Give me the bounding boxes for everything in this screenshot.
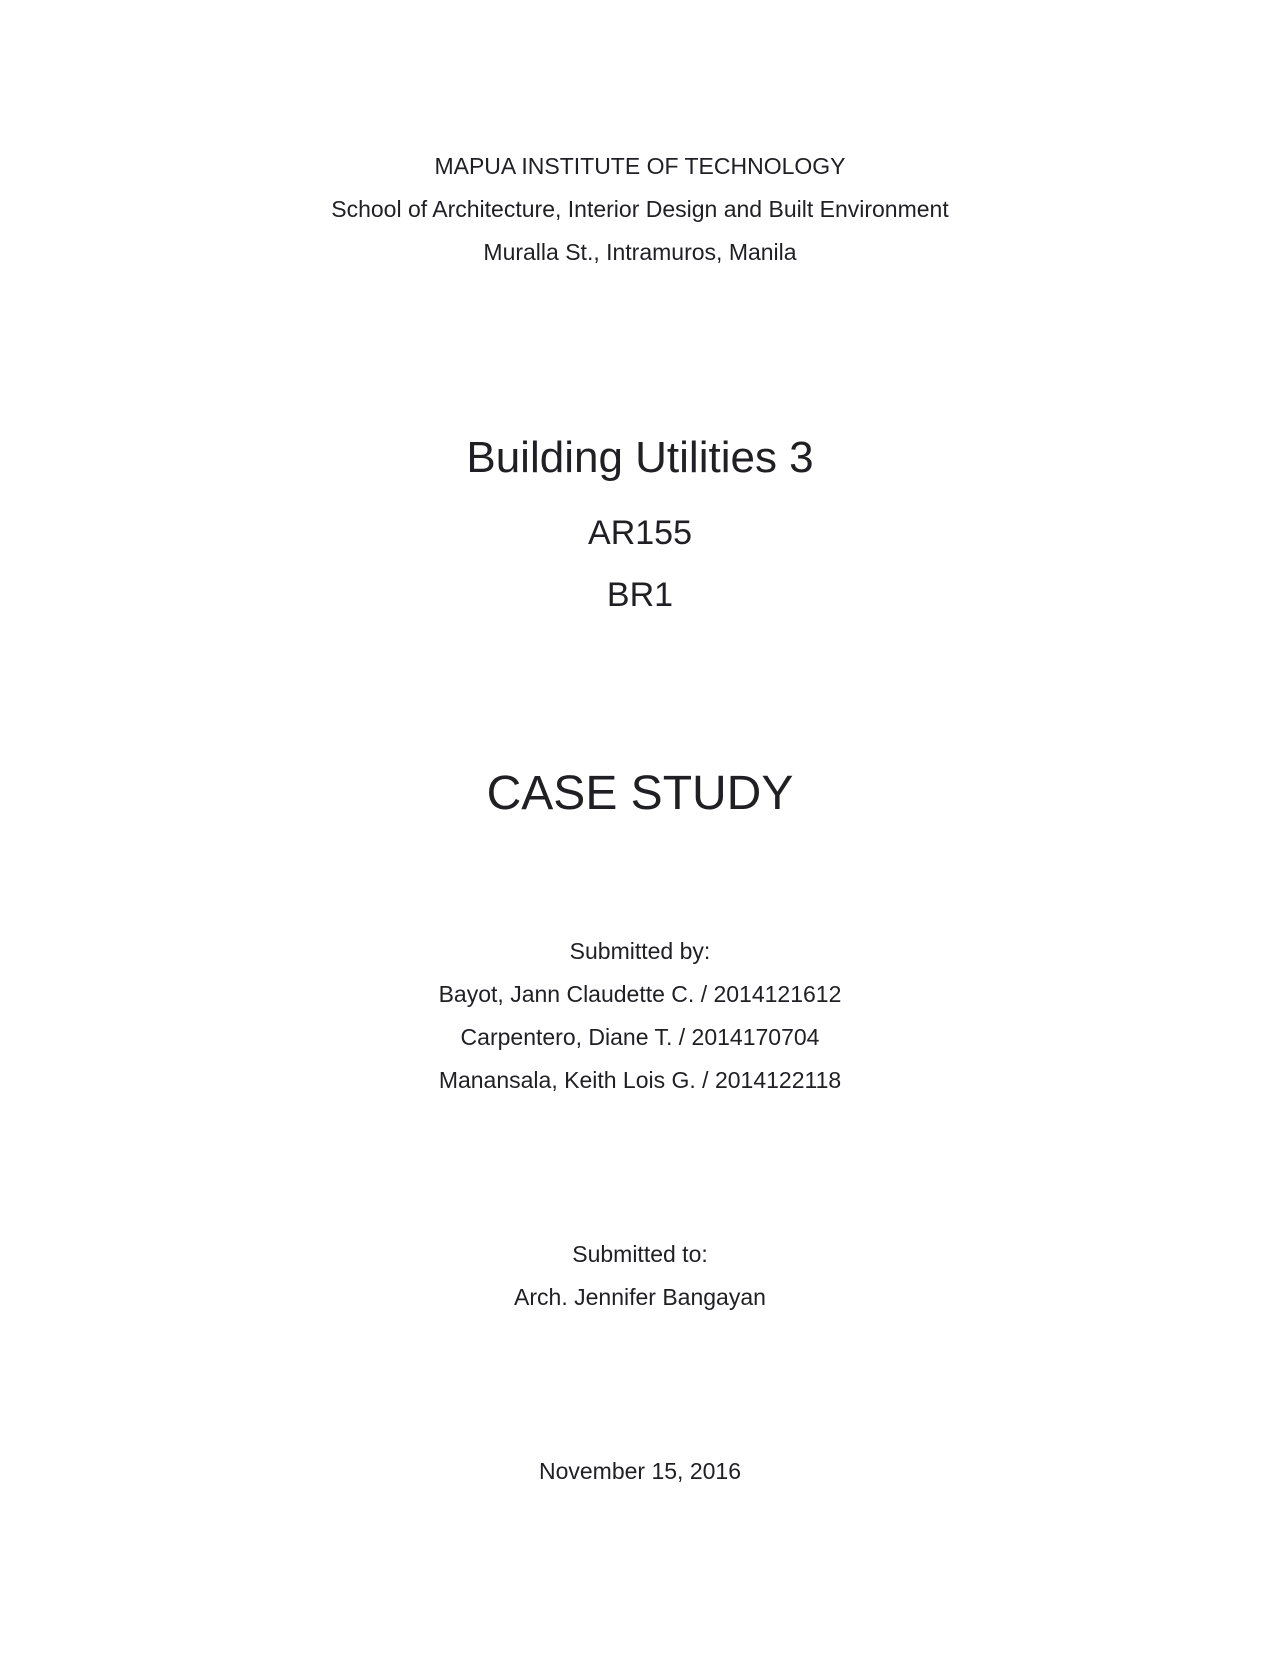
member-name: Carpentero, Diane T. / 2014170704 bbox=[460, 1024, 820, 1050]
course-section: BR1 bbox=[606, 576, 674, 614]
submitted-to-label: Submitted to: bbox=[572, 1241, 708, 1267]
school-address: Muralla St., Intramuros, Manila bbox=[483, 239, 797, 265]
instructor-name: Arch. Jennifer Bangayan bbox=[514, 1284, 766, 1310]
submitted-by-label: Submitted by: bbox=[569, 938, 711, 964]
course-title: Building Utilities 3 bbox=[466, 433, 814, 482]
document-title: CASE STUDY bbox=[486, 767, 794, 820]
school-name: School of Architecture, Interior Design and Built Environment bbox=[331, 196, 949, 222]
institution-name: MAPUA INSTITUTE OF TECHNOLOGY bbox=[434, 153, 846, 179]
member-name: Manansala, Keith Lois G. / 2014122118 bbox=[438, 1067, 842, 1093]
course-code: AR155 bbox=[588, 514, 692, 552]
member-name: Bayot, Jann Claudette C. / 2014121612 bbox=[438, 981, 842, 1007]
submission-date: November 15, 2016 bbox=[538, 1458, 741, 1484]
